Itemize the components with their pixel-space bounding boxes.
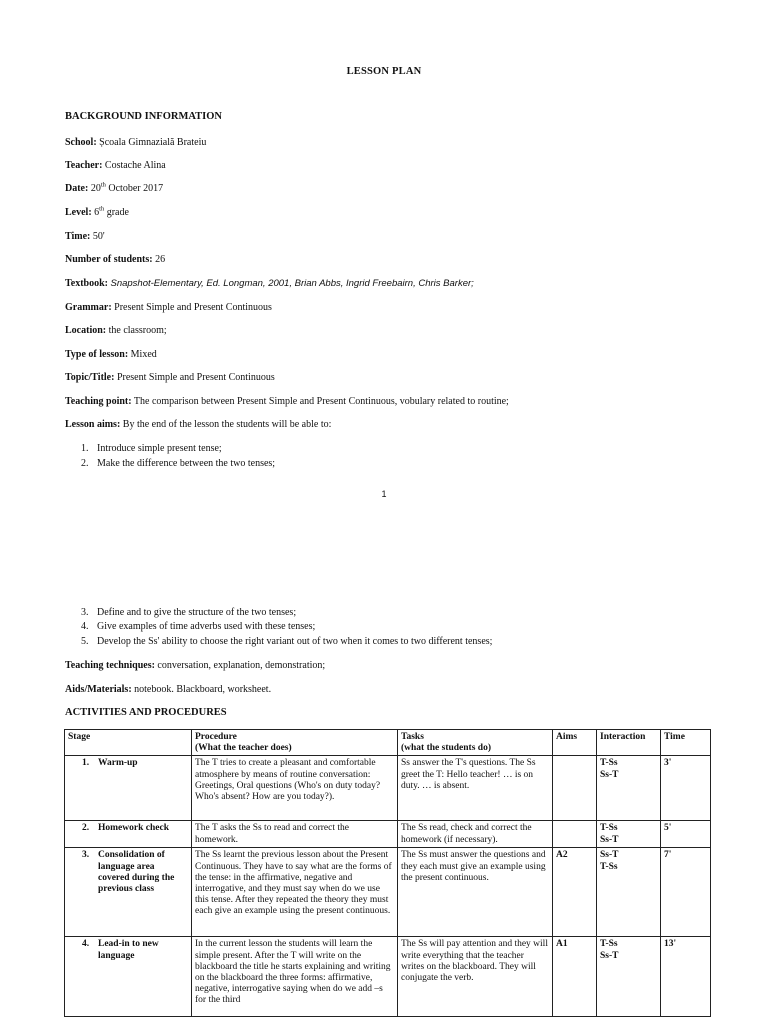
field-type-of-lesson: Type of lesson: Mixed [65, 349, 157, 360]
field-textbook: Textbook: Snapshot-Elementary, Ed. Longman, 2001, Brian Abbs, Ingrid Freebairn, Chris Barker; [65, 278, 474, 289]
procedure-cell: The Ss learnt the previous lesson about the Present Continuous. They have to say what are the forms of the tense: in the affirmative, negative and interrogative, and they must say when do we use this tense. After they repeated the theory they must each give an example using the present continuous. [192, 848, 398, 937]
time-cell: 5' [661, 821, 711, 848]
field-aids-materials: Aids/Materials: notebook. Blackboard, worksheet. [65, 684, 272, 695]
field-teacher: Teacher: Costache Alina [65, 160, 166, 171]
list-item: 2. Make the difference between the two tenses; [81, 458, 276, 469]
procedure-cell: The T asks the Ss to read and correct the homework. [192, 821, 398, 848]
header-aims: Aims [553, 730, 597, 756]
aims-cell: A1 [553, 937, 597, 1017]
header-tasks: Tasks (what the students do) [398, 730, 553, 756]
stage-cell: 3. Consolidation of language area covered during the previous class [65, 848, 192, 937]
interaction-cell: T-Ss Ss-T [597, 756, 661, 821]
aims-cell [553, 821, 597, 848]
header-time: Time [661, 730, 711, 756]
table-row [65, 937, 711, 1017]
header-interaction: Interaction [597, 730, 661, 756]
field-date: Date: 20th October 2017 [65, 181, 164, 194]
header-stage: Stage [65, 730, 192, 756]
interaction-cell: Ss-T T-Ss [597, 848, 661, 937]
time-cell: 3' [661, 756, 711, 821]
field-school: School: Școala Gimnazială Brateiu [65, 137, 207, 148]
table-row [65, 848, 711, 937]
stage-cell: 2. Homework check [65, 821, 192, 848]
tasks-cell: The Ss will pay attention and they will write everything that the teacher writes on the blackboard. They will conjugate the verb. [398, 937, 553, 1017]
table-header-row [65, 730, 711, 756]
tasks-cell: The Ss read, check and correct the homework (if necessary). [398, 821, 553, 848]
field-number-of-students: Number of students: 26 [65, 254, 166, 265]
page-title: LESSON PLAN [346, 66, 422, 77]
list-item: 3. Define and to give the structure of the two tenses; [81, 607, 297, 618]
field-topic: Topic/Title: Present Simple and Present Continuous [65, 372, 275, 383]
background-heading: BACKGROUND INFORMATION [65, 111, 223, 122]
interaction-cell: T-Ss Ss-T [597, 821, 661, 848]
table-row [65, 821, 711, 848]
stage-cell: 4. Lead-in to new language [65, 937, 192, 1017]
list-item: 4. Give examples of time adverbs used with these tenses; [81, 621, 316, 632]
time-cell: 7' [661, 848, 711, 937]
aims-cell [553, 756, 597, 821]
tasks-cell: The Ss must answer the questions and they each must give an example using the present continuous. [398, 848, 553, 937]
field-teaching-techniques: Teaching techniques: conversation, explanation, demonstration; [65, 660, 326, 671]
list-item: 1. Introduce simple present tense; [81, 443, 222, 454]
field-grammar: Grammar: Present Simple and Present Continuous [65, 302, 272, 313]
field-lesson-aims: Lesson aims: By the end of the lesson the students will be able to: [65, 419, 332, 430]
field-time: Time: 50' [65, 231, 105, 242]
field-teaching-point: Teaching point: The comparison between Present Simple and Present Continuous, vobulary related to routine; [65, 396, 509, 407]
stage-cell: 1. Warm-up [65, 756, 192, 821]
field-level: Level: 6th grade [65, 205, 129, 218]
procedure-cell: The T tries to create a pleasant and comfortable atmosphere by means of routine conversation: Greetings, Oral questions (Who's on duty today? Who's absent? How are you today?). [192, 756, 398, 821]
time-cell: 13' [661, 937, 711, 1017]
tasks-cell: Ss answer the T's questions. The Ss greet the T: Hello teacher! … is on duty. … is absent. [398, 756, 553, 821]
field-location: Location: the classroom; [65, 325, 167, 336]
aims-cell: A2 [553, 848, 597, 937]
list-item: 5. Develop the Ss' ability to choose the right variant out of two when it comes to two different tenses; [81, 636, 493, 647]
activities-table [64, 729, 711, 1017]
table-row [65, 756, 711, 821]
interaction-cell: T-Ss Ss-T [597, 937, 661, 1017]
page-number: 1 [381, 489, 387, 499]
activities-heading: ACTIVITIES AND PROCEDURES [65, 707, 227, 718]
header-procedure: Procedure (What the teacher does) [192, 730, 398, 756]
procedure-cell: In the current lesson the students will learn the simple present. After the T will write on the blackboard the title he starts explaining and writing on the blackboard the three forms: affirmative, negative, interrogative saying when do we add –s for the third [192, 937, 398, 1017]
